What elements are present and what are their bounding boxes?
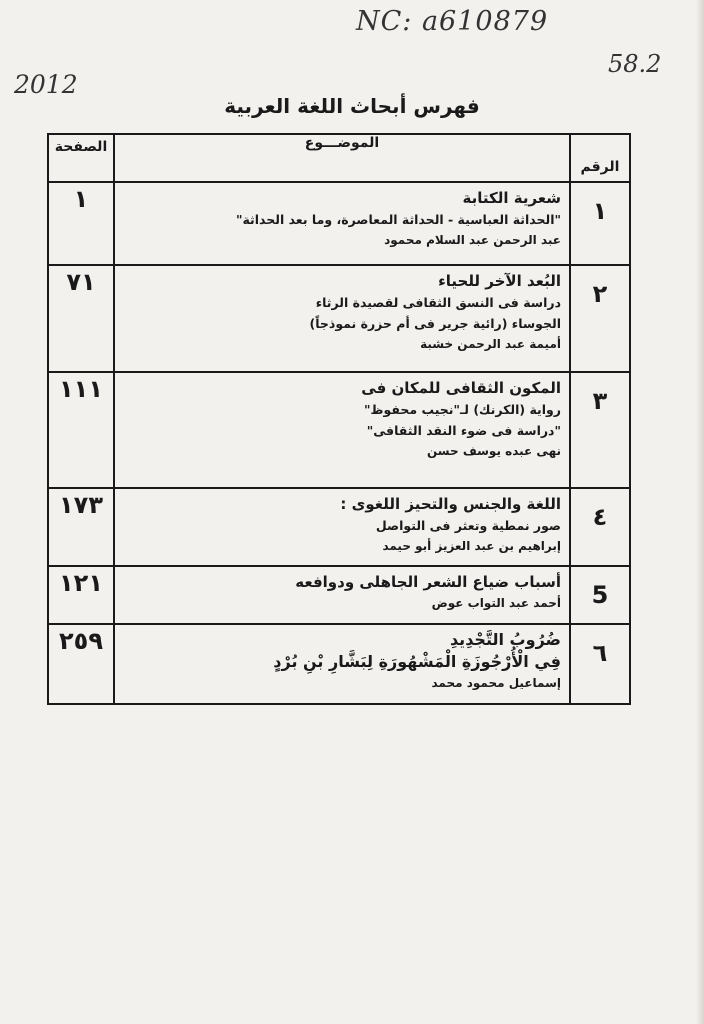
article-title: شعرية الكتابة: [462, 189, 561, 207]
article-subtitle: دراسة فى النسق الثقافى لقصيدة الرثاء: [315, 295, 561, 310]
row-number: 5: [570, 566, 630, 624]
article-subtitle: رواية (الكرنك) لـ"نجيب محفوظ": [364, 402, 561, 417]
row-page: ١: [48, 182, 114, 265]
article-author: إبراهيم بن عبد العزيز أبو حيمد: [382, 539, 561, 553]
article-subtitle: "الحداثة العباسية - الحداثة المعاصرة، وما بعد الحداثة": [235, 212, 561, 227]
table-header-row: [48, 134, 630, 182]
article-author: أحمد عبد التواب عوض: [431, 596, 561, 610]
row-topic: [114, 372, 570, 488]
row-page: ١١١: [48, 372, 114, 488]
row-page: ١٧٣: [48, 488, 114, 566]
scan-edge-shadow: [696, 0, 704, 1024]
row-topic: [114, 624, 570, 704]
row-number: ٦: [570, 624, 630, 704]
row-topic: [114, 566, 570, 624]
row-page: ١٢١: [48, 566, 114, 624]
row-number: ٣: [570, 372, 630, 488]
article-subtitle: الجوساء (رائية جرير فى أم حزرة نموذجاً): [309, 316, 561, 331]
table-row: [48, 265, 630, 372]
table-row: [48, 566, 630, 624]
row-number: ٤: [570, 488, 630, 566]
article-author: أميمة عبد الرحمن خشبة: [420, 337, 561, 351]
row-page: ٧١: [48, 265, 114, 372]
table-of-contents: [47, 133, 631, 705]
article-author: إسماعيل محمود محمد: [431, 676, 561, 690]
article-subtitle: صور نمطية وتعثر فى التواصل: [375, 518, 561, 533]
row-topic: [114, 488, 570, 566]
article-title: البُعد الآخر للحياء: [438, 272, 561, 290]
article-title: أسباب ضياع الشعر الجاهلى ودوافعه: [295, 573, 561, 591]
article-author: نهى عبده يوسف حسن: [427, 444, 561, 458]
row-topic: [114, 265, 570, 372]
page-title: فهرس أبحاث اللغة العربية: [224, 94, 480, 118]
row-page: ٢٥٩: [48, 624, 114, 704]
handwritten-year: 2012: [14, 70, 78, 99]
table-row: [48, 372, 630, 488]
handwritten-code: 58.2: [608, 50, 662, 78]
article-subtitle: "دراسة فى ضوء النقد الثقافى": [366, 423, 561, 438]
article-title: ضُرُوبُ التَّجْدِيدِ: [449, 630, 561, 649]
table-row: [48, 182, 630, 265]
article-title: اللغة والجنس والتحيز اللغوى :: [340, 495, 561, 513]
header-number: الرقم: [570, 134, 630, 182]
header-topic: الموضـــوع: [114, 134, 570, 182]
row-number: ١: [570, 182, 630, 265]
row-topic: [114, 182, 570, 265]
handwritten-catalog-number: NC: a610879: [356, 6, 549, 37]
article-subtitle: فِي الْأُرْجُوزَةِ الْمَشْهُورَةِ لِبَشَّارِ بْنِ بُرْدٍ: [273, 652, 561, 671]
table-row: [48, 624, 630, 704]
row-number: ٢: [570, 265, 630, 372]
header-page: الصفحة: [48, 134, 114, 182]
article-title: المكون الثقافى للمكان فى: [361, 379, 561, 397]
article-author: عبد الرحمن عبد السلام محمود: [384, 233, 561, 247]
table-row: [48, 488, 630, 566]
